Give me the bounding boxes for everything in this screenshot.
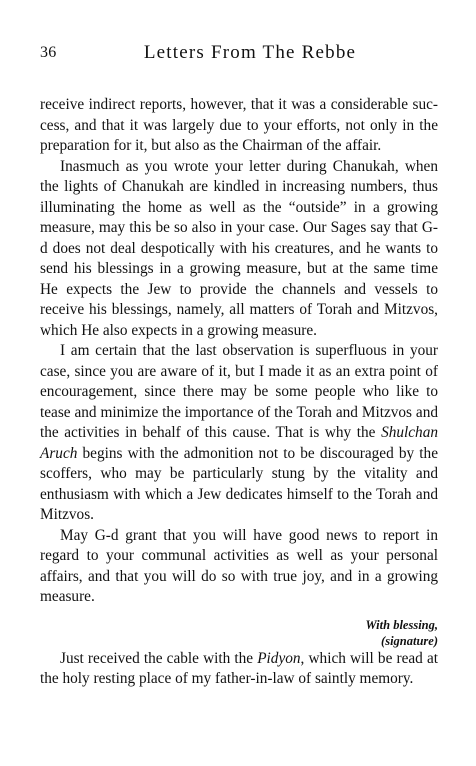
paragraph-2: Inasmuch as you wrote your letter during Chanukah, when the lights of Chanukah are kindled in increasing numbers, thus illuminating the home as well as the “outside” in a growing measure, may this be so also in your case. Our Sages say that G-d does not deal despotically with his creatures, and he wants to send his blessings in a growing measure, but at the same time He expects the Jew to provide the channels and vessels to receive his blessings, namely, all matters of Torah and Mitzvos, which He also expects in a growing measure.: [40, 157, 438, 339]
paragraph-3: [40, 341, 438, 526]
postscript-text-start: Just received the cable with the: [60, 649, 258, 667]
page-header: [40, 30, 438, 70]
postscript-text-end: , which will be read at the holy resting place of my father-in-law of saintly memory.: [40, 649, 438, 687]
running-title: Letters From The Rebbe: [143, 42, 357, 63]
shulchan-aruch-title: Shulchan Aruch: [40, 424, 438, 462]
closing-block: [40, 617, 438, 649]
page-number: 36: [40, 44, 57, 61]
letter-body: [40, 95, 438, 690]
closing-salutation: With blessing,: [365, 617, 438, 632]
page: [40, 30, 438, 690]
paragraph-3-text-start: I am certain that the last observation is superfluous in your case, since you are aware of it, but I made it as an extra point of encouragement, since there may be some people who like to tease and minimize the importance of the Torah and Mitzvos and the activities in behalf of this cause. That is why the: [40, 342, 438, 441]
pidyon-term: Pidyon: [257, 649, 301, 667]
paragraph-3-text-end: begins with the admonition not to be discouraged by the scoffers, who may be particularly stung by the vitality and enthusiasm with which a Jew dedicates himself to the Torah and Mitzvos.: [40, 444, 438, 523]
postscript: [40, 649, 438, 690]
paragraph-1: receive indirect reports, however, that it was a considerable success, and that it was largely due to your efforts, not only in the preparation for it, but also as the Chairman of the affair.: [40, 96, 438, 154]
signature-note: (signature): [381, 633, 438, 648]
paragraph-4: May G-d grant that you will have good news to report in regard to your communal activities as well as your personal affairs, and that you will do so with true joy, and in a growing measure.: [40, 526, 438, 605]
